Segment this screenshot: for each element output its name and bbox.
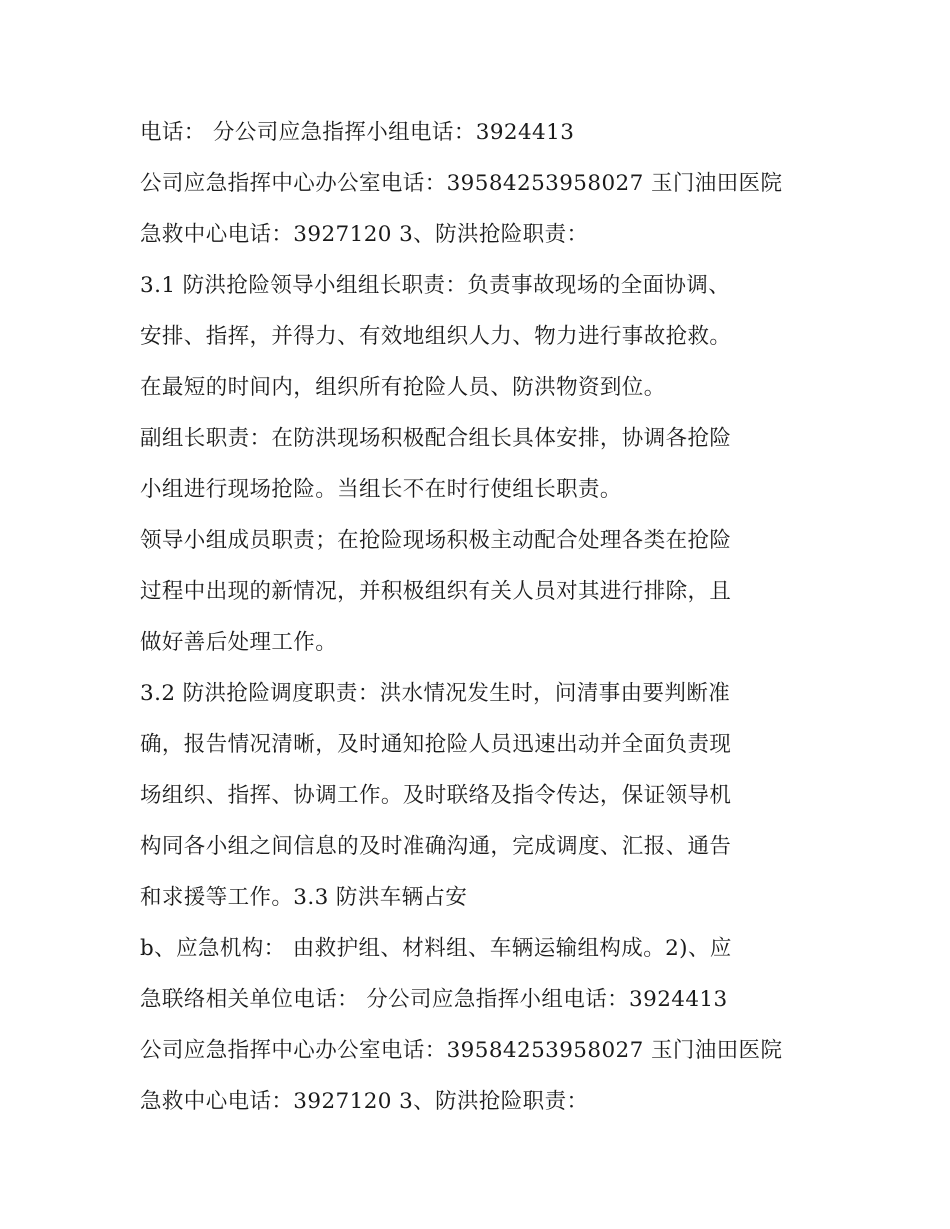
text-line: 确，报告情况清晰，及时通知抢险人员迅速出动并全面负责现 (140, 732, 732, 757)
text-line: 急救中心电话：3927120 3、防洪抢险职责： (140, 1089, 589, 1114)
text-line: 做好善后处理工作。 (140, 630, 338, 655)
text-line: 和求援等工作。3.3 防洪车辆占安 (140, 885, 468, 910)
text-line: 场组织、指挥、协调工作。及时联络及指令传达，保证领导机 (140, 783, 732, 808)
text-line: 过程中出现的新情况，并积极组织有关人员对其进行排除，且 (140, 579, 732, 604)
text-line: 在最短的时间内，组织所有抢险人员、防洪物资到位。 (140, 375, 666, 400)
text-line: 安排、指挥，并得力、有效地组织人力、物力进行事故抢救。 (140, 324, 732, 349)
text-line: 3.2 防洪抢险调度职责：洪水情况发生时，问清事由要判断准 (140, 681, 731, 706)
text-line: 3.1 防洪抢险领导小组组长职责：负责事故现场的全面协调、 (140, 273, 731, 298)
text-line: 领导小组成员职责；在抢险现场积极主动配合处理各类在抢险 (140, 528, 732, 553)
text-line: 急联络相关单位电话： 分公司应急指挥小组电话：3924413 (140, 987, 728, 1012)
text-line: 急救中心电话：3927120 3、防洪抢险职责： (140, 222, 589, 247)
text-line: 公司应急指挥中心办公室电话：39584253958027 玉门油田医院 (140, 1038, 783, 1063)
text-line: 副组长职责：在防洪现场积极配合组长具体安排，协调各抢险 (140, 426, 732, 451)
text-line: 构同各小组之间信息的及时准确沟通，完成调度、汇报、通告 (140, 834, 732, 859)
document-body (140, 107, 830, 1127)
text-line: 公司应急指挥中心办公室电话：39584253958027 玉门油田医院 (140, 171, 783, 196)
text-line: b、应急机构： 由救护组、材料组、车辆运输组构成。2)、应 (140, 936, 732, 961)
text-line: 电话： 分公司应急指挥小组电话：3924413 (140, 120, 575, 145)
text-line: 小组进行现场抢险。当组长不在时行使组长职责。 (140, 477, 622, 502)
